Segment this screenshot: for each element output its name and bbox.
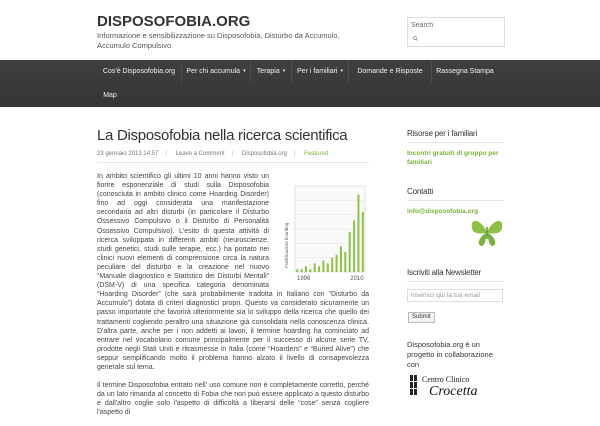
familiari-group-link[interactable]: Incontri gratuiti di gruppo per familiari bbox=[407, 150, 499, 166]
divider bbox=[407, 281, 503, 282]
nav-label: Domande e Risposte bbox=[357, 68, 423, 75]
chart-bar bbox=[349, 232, 351, 272]
logo-mark-icon bbox=[410, 375, 422, 399]
newsletter-submit-button[interactable]: Submit bbox=[408, 312, 435, 323]
search-icon[interactable] bbox=[413, 36, 418, 41]
search-box[interactable] bbox=[407, 17, 505, 47]
chart-bar bbox=[362, 212, 364, 272]
chart-x-tick-label: 2010 bbox=[350, 276, 364, 282]
chevron-down-icon: ▾ bbox=[282, 68, 286, 74]
chart-bar bbox=[340, 246, 342, 272]
chart-bar bbox=[344, 252, 346, 272]
chart-bar bbox=[353, 220, 355, 272]
chart-bar bbox=[314, 263, 316, 272]
nav-item-domande-e-risposte[interactable] bbox=[349, 60, 432, 83]
post-paragraph: Il termine Disposofobia entrato nell' uso comune non è completamente corretto, perché da un lato rimanda al concetto di Fobia che non può essere applicato a questo disturbo e dall'altro coglie solo l'aspetto di difficoltà a liberarsi delle “cose” senza cogliere l'aspetto di bbox=[97, 382, 369, 417]
widget-title-familiari: Risorse per i familiari bbox=[407, 129, 478, 138]
nav-item-rassegna-stampa[interactable] bbox=[432, 60, 498, 83]
project-collaboration-text: Disposofobia.org è un progetto in collaborazione con bbox=[407, 340, 493, 369]
nav-label: Per i familiari bbox=[297, 68, 338, 75]
publications-chart bbox=[273, 180, 369, 288]
chart-bar bbox=[331, 258, 333, 272]
nav-item-per-i-familiari[interactable] bbox=[292, 60, 349, 83]
post-title[interactable]: La Disposofobia nella ricerca scientifica bbox=[97, 127, 348, 144]
chart-bar bbox=[327, 263, 329, 272]
chart-bar bbox=[305, 266, 307, 272]
nav-label: Terapia bbox=[256, 68, 280, 75]
nav-label: Map bbox=[103, 92, 117, 99]
chart-bar bbox=[301, 269, 303, 272]
comment-link[interactable]: Leave a Comment bbox=[175, 151, 225, 157]
nav-item-per-chi-accumula[interactable] bbox=[182, 60, 251, 83]
category-link[interactable]: Featured bbox=[304, 151, 329, 157]
site-title[interactable]: DISPOSOFOBIA.ORG bbox=[97, 13, 251, 30]
centro-clinico-crocetta-logo[interactable] bbox=[408, 375, 504, 400]
chart-bar bbox=[296, 269, 298, 272]
search-input[interactable] bbox=[411, 20, 497, 30]
chevron-down-icon: ▾ bbox=[243, 68, 246, 74]
chart-bar bbox=[309, 269, 311, 272]
main-nav bbox=[0, 60, 600, 107]
chart-bar bbox=[357, 195, 359, 272]
chart-y-axis-label: Pubblicazioni hoarding bbox=[284, 222, 289, 268]
chart-bar bbox=[322, 261, 324, 272]
chevron-down-icon: ▾ bbox=[340, 68, 343, 74]
chart-x-tick-label: 1996 bbox=[297, 276, 311, 282]
divider bbox=[407, 142, 503, 143]
divider bbox=[97, 162, 369, 163]
nav-item-cose-disposofobia[interactable] bbox=[97, 60, 182, 83]
post-body bbox=[97, 172, 369, 426]
nav-label: Per chi accumula bbox=[186, 68, 241, 75]
nav-item-terapia[interactable] bbox=[251, 60, 292, 83]
post-paragraph: In ambito scientifico gli ultimi 10 anni hanno visto un fiorire esponenziale di studi sulla Disposofobia (conosciuta in ambito clinico come Hoarding Disorder) fino ad oggi considerata una manifestazione secondaria ad altri disturbi (in particolare il Disturbo Ossessivo Compulsivo o il Disturbo di Personalità Ossessivo Compulsivo). L'esito di questa attività di ricerca sviluppata in differenti ambiti (neuroscienze, studi genetici, studi sulle terapie, ecc.) ha portato nei clinici nuovi elementi di comprensione circa la natura peculiare del disturbo e la creazione nel nuovo “Manuale diagnostico e Statistico dei Disturbi Mentali” (DSM-V) di una specifica categoria denominata “Hoarding Disorder” (che sarà probabilmente tradotta in Italiano con “Disturbo da Accumulo”) dotata di criteri diagnostici propri. Questo va considerato sicuramente un passo importante che favorirà ulteriormente sia lo sviluppo della ricerca che quello dei trattamenti cogliendo peraltro una situazione già consolidata nella conoscenza clinica. D'altra parte, anche per i non addetti ai lavori, il termine hoarding ha cominciato ad entrare nel vocabolario comune principalmente per il successo di alcune serie TV, prodotte negli Stati Uniti e ritrasmesse in Italia (come “Hoarders” e “Buried Alive”) che seppur semplificando molto il problema hanno alzato il livello di consapevolezza generale sul tema. bbox=[97, 173, 369, 371]
contact-email-link[interactable]: info@disposofobia.org bbox=[407, 208, 478, 215]
post-date: 23 gennaio 2013 14:57 bbox=[97, 151, 159, 157]
nav-label: Cos'è Disposofobia.org bbox=[102, 68, 176, 75]
chart-bar bbox=[336, 255, 338, 272]
author-link[interactable]: Disposofobia.org bbox=[241, 151, 287, 157]
divider bbox=[407, 200, 503, 201]
logo-text-line2: Crocetta bbox=[429, 384, 478, 399]
site-description: Informazione e sensibilizzazione su Disposofobia, Disturbo da Accumulo, Accumulo Compulsivo bbox=[97, 31, 340, 50]
logo-text-line1: Centro Clinico bbox=[422, 375, 470, 384]
chart-bar bbox=[318, 266, 320, 272]
nav-label: Rassegna Stampa bbox=[436, 68, 494, 75]
widget-title-newsletter: Iscriviti alla Newsletter bbox=[407, 268, 482, 277]
newsletter-email-input[interactable] bbox=[407, 289, 503, 302]
butterfly-icon bbox=[470, 216, 504, 248]
nav-item-map[interactable] bbox=[97, 84, 123, 107]
post-meta: 23 gennaio 2013 14:57 | Leave a Comment | Disposofobia.org | Featured bbox=[97, 151, 329, 157]
widget-title-contatti: Contatti bbox=[407, 187, 433, 196]
